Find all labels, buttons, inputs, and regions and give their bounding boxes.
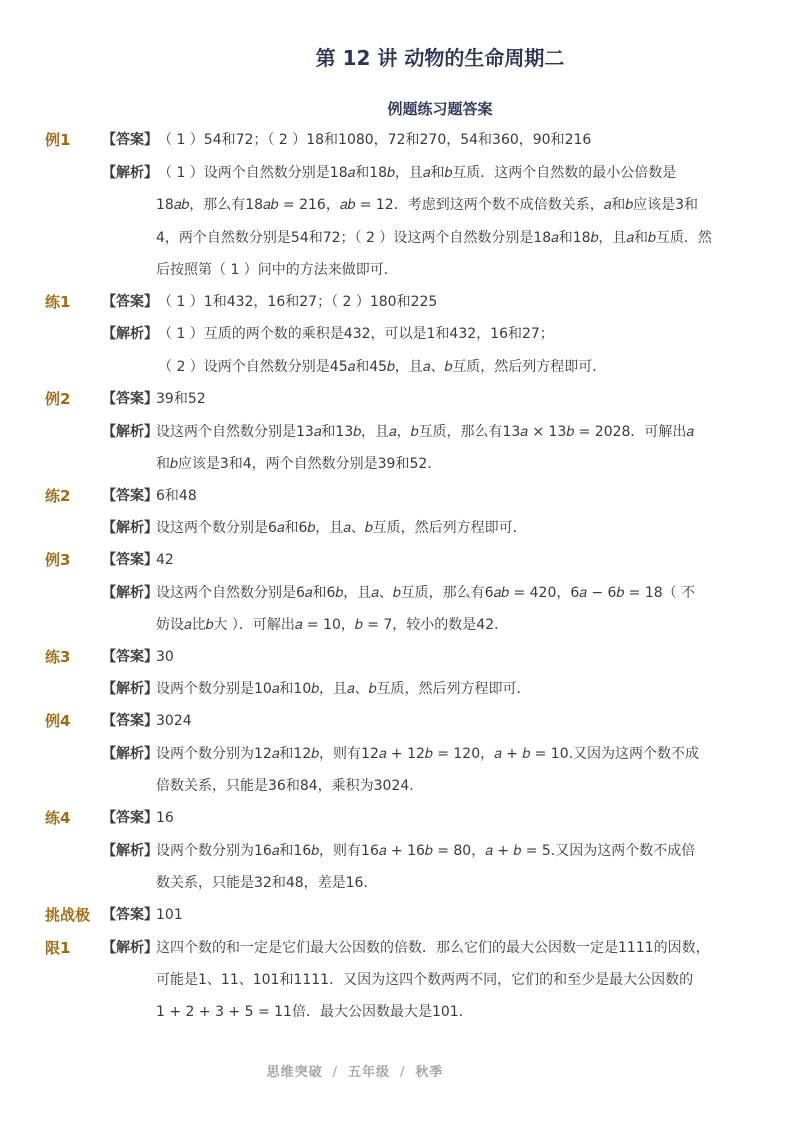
analysis-line: 设两个数分别是10𝑎和10𝑏，且𝑎、𝑏互质，然后列方程即可． xyxy=(156,681,531,697)
analysis-line: 4，两个自然数分别是54和72；（ 2 ）设这两个自然数分别是18𝑎和18𝑏，且𝑎和𝑏互质．然 xyxy=(156,230,712,246)
item-label-ex4: 例4 xyxy=(45,712,71,730)
footer-term: 秋季 xyxy=(415,1065,444,1080)
item-label-pr2: 练2 xyxy=(45,487,71,505)
analysis-tag: 【解析】 xyxy=(102,424,158,440)
analysis-tag: 【解析】 xyxy=(102,940,158,956)
answer-text: 101 xyxy=(156,907,183,923)
answer-text: （ 1 ）54和72；（ 2 ）18和1080，72和270，54和360，90和216 xyxy=(158,132,592,148)
answer-tag: 【答案】 xyxy=(102,132,158,148)
footer-separator: / xyxy=(400,1065,406,1080)
analysis-tag: 【解析】 xyxy=(102,520,158,536)
answer-tag: 【答案】 xyxy=(102,391,158,407)
answer-text: 39和52 xyxy=(156,391,206,407)
item-label-challenge-2: 限1 xyxy=(45,939,71,957)
answer-tag: 【答案】 xyxy=(102,713,158,729)
answer-tag: 【答案】 xyxy=(102,488,158,504)
analysis-line: 18𝑎𝑏，那么有18𝑎𝑏 = 216，𝑎𝑏 = 12．考虑到这两个数不成倍数关系，𝑎和𝑏应该是3和 xyxy=(156,197,699,213)
item-label-pr4: 练4 xyxy=(45,809,71,827)
item-label-pr1: 练1 xyxy=(45,293,71,311)
answer-tag: 【答案】 xyxy=(102,552,158,568)
section-title: 例题练习题答案 xyxy=(387,100,493,118)
answer-text: 30 xyxy=(156,649,174,665)
analysis-tag: 【解析】 xyxy=(102,681,158,697)
footer-series: 思维突破 xyxy=(266,1065,323,1080)
answer-tag: 【答案】 xyxy=(102,810,158,826)
analysis-line: 可能是1、11、101和1111．又因为这四个数两两不同，它们的和至少是最大公因数的 xyxy=(156,972,694,988)
answer-text: 16 xyxy=(156,810,174,826)
footer-separator: / xyxy=(332,1065,338,1080)
answer-text: （ 1 ）1和432，16和27；（ 2 ）180和225 xyxy=(158,294,438,310)
answer-text: 42 xyxy=(156,552,174,568)
item-label-ex1: 例1 xyxy=(45,131,71,149)
page-footer xyxy=(0,1061,710,1080)
footer-grade: 五年级 xyxy=(347,1065,390,1080)
answer-tag: 【答案】 xyxy=(102,649,158,665)
analysis-line: 这四个数的和一定是它们最大公因数的倍数．那么它们的最大公因数一定是1111的因数， xyxy=(156,940,710,956)
item-label-pr3: 练3 xyxy=(45,648,71,666)
analysis-tag: 【解析】 xyxy=(102,746,158,762)
analysis-line: （ 1 ）互质的两个数的乘积是432，可以是1和432，16和27； xyxy=(158,326,554,342)
analysis-line: 1 + 2 + 3 + 5 = 11倍．最大公因数最大是101． xyxy=(156,1004,473,1020)
analysis-tag: 【解析】 xyxy=(102,843,158,859)
answer-text: 3024 xyxy=(156,713,192,729)
analysis-line: 妨设𝑎比𝑏大 ）．可解出𝑎 = 10，𝑏 = 7，较小的数是42． xyxy=(156,617,509,633)
analysis-line: （ 2 ）设两个自然数分别是45𝑎和45𝑏，且𝑎、𝑏互质，然后列方程即可． xyxy=(158,359,607,375)
analysis-line: 设两个数分别为16𝑎和16𝑏，则有16𝑎 + 16𝑏 = 80，𝑎 + 𝑏 = 5.又因为这两个数不成倍 xyxy=(156,843,696,859)
item-label-challenge: 挑战极 xyxy=(45,906,91,924)
analysis-line: 数关系，只能是32和48，差是16. xyxy=(156,875,368,891)
answer-text: 6和48 xyxy=(156,488,197,504)
analysis-line: （ 1 ）设两个自然数分别是18𝑎和18𝑏，且𝑎和𝑏互质．这两个自然数的最小公倍数是 xyxy=(158,165,677,181)
item-label-ex2: 例2 xyxy=(45,390,71,408)
answer-tag: 【答案】 xyxy=(102,907,158,923)
analysis-tag: 【解析】 xyxy=(102,585,158,601)
analysis-line: 倍数关系，只能是36和84，乘积为3024. xyxy=(156,778,414,794)
analysis-line: 设两个数分别为12𝑎和12𝑏，则有12𝑎 + 12𝑏 = 120，𝑎 + 𝑏 = 10.又因为这两个数不成 xyxy=(156,746,700,762)
analysis-line: 和𝑏应该是3和4，两个自然数分别是39和52． xyxy=(156,456,442,472)
analysis-tag: 【解析】 xyxy=(102,165,158,181)
analysis-tag: 【解析】 xyxy=(102,326,158,342)
answer-tag: 【答案】 xyxy=(102,294,158,310)
analysis-line: 后按照第（ 1 ）问中的方法来做即可． xyxy=(156,262,398,278)
analysis-line: 设这两个自然数分别是13𝑎和13𝑏，且𝑎，𝑏互质，那么有13𝑎 × 13𝑏 = 2028．可解出𝑎 xyxy=(156,424,695,440)
item-label-ex3: 例3 xyxy=(45,551,71,569)
analysis-line: 设这两个自然数分别是6𝑎和6𝑏，且𝑎、𝑏互质，那么有6𝑎𝑏 = 420，6𝑎 − 6𝑏 = 18（ 不 xyxy=(156,585,696,601)
analysis-line: 设这两个数分别是6𝑎和6𝑏，且𝑎、𝑏互质，然后列方程即可． xyxy=(156,520,527,536)
page-title: 第 12 讲 动物的生命周期二 xyxy=(315,46,565,70)
